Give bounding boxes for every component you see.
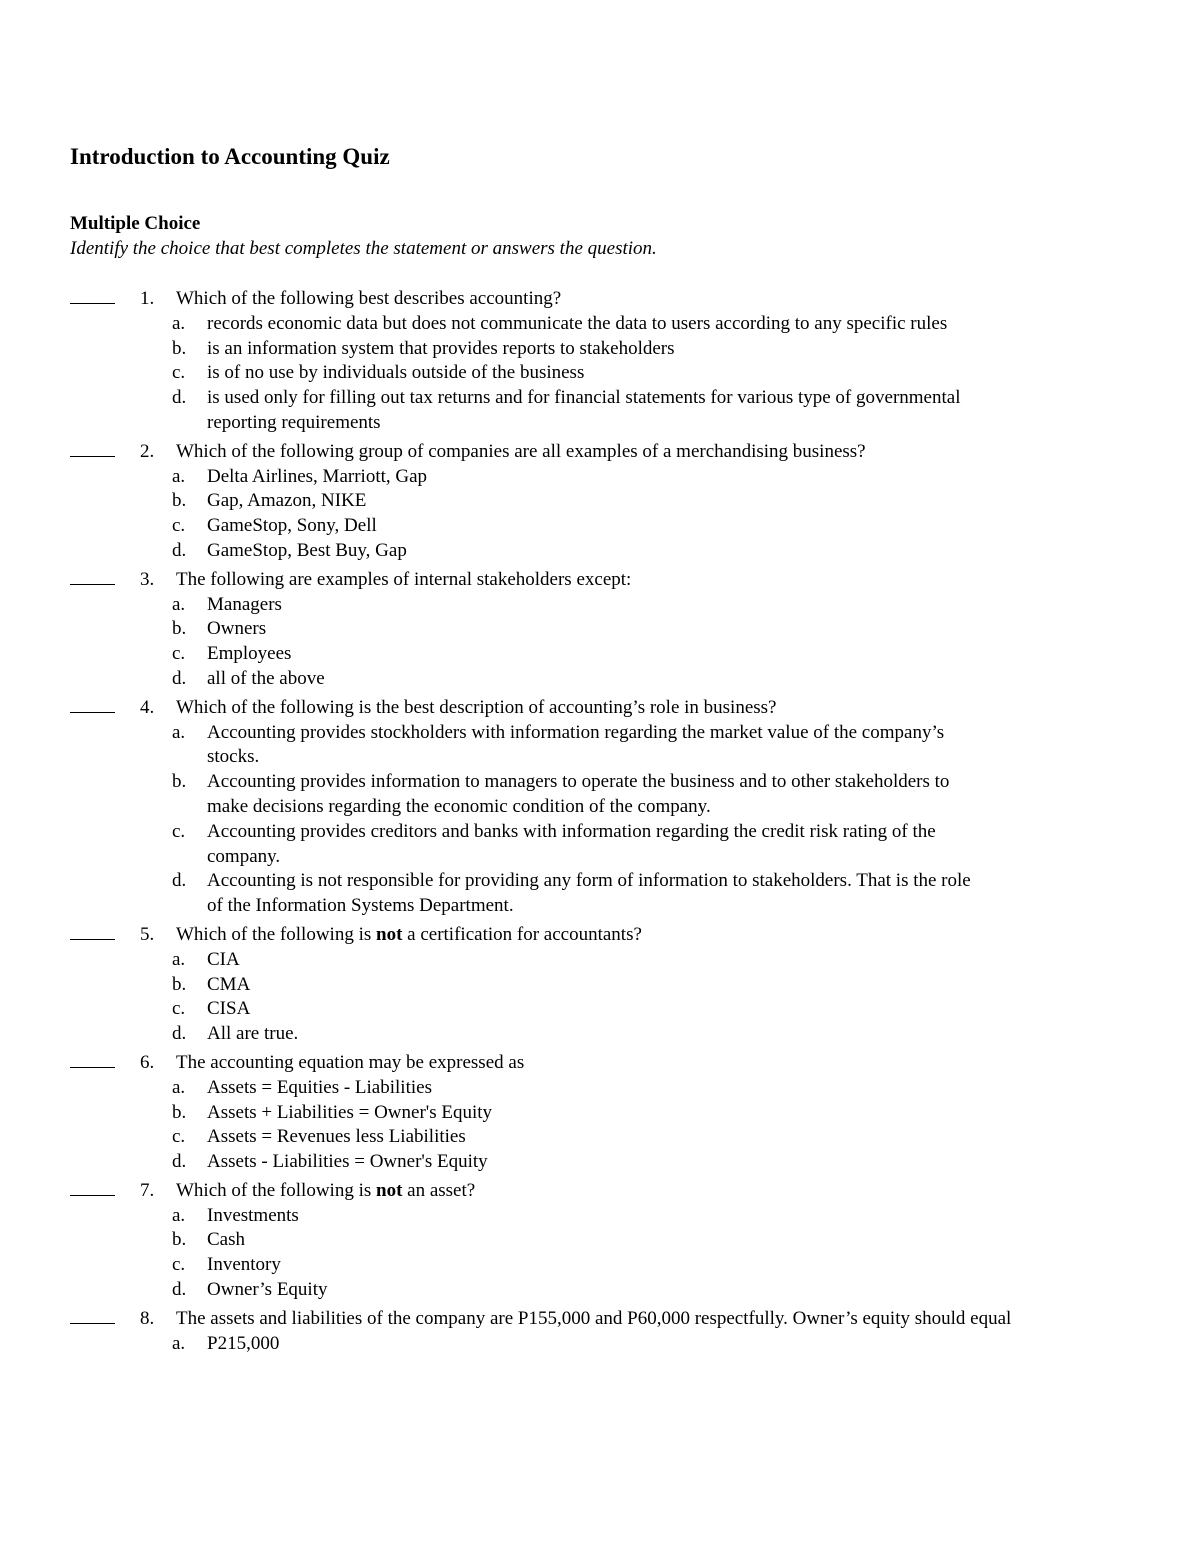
option-c: c. Employees	[172, 643, 292, 665]
option-a: a. Investments	[172, 1204, 299, 1226]
option-list	[0, 1076, 1200, 1175]
question-1	[0, 287, 1200, 436]
option-d: d. All are true.	[172, 1023, 299, 1045]
answer-blank	[70, 1323, 115, 1324]
option-b: b. Owners	[172, 618, 267, 640]
option-b: b. Cash	[172, 1229, 245, 1251]
section-heading: Multiple Choice	[70, 213, 201, 234]
answer-blank	[70, 1195, 115, 1196]
question-number: 7.	[140, 1179, 155, 1201]
option-c: c. Accounting provides creditors and banks with information regarding the credit risk rating of the company.	[172, 820, 936, 867]
option-a: a. Delta Airlines, Marriott, Gap	[172, 465, 428, 487]
option-d: d. all of the above	[172, 667, 325, 689]
option-b: b. is an information system that provides reports to stakeholders	[172, 337, 675, 359]
option-d: d. GameStop, Best Buy, Gap	[172, 539, 407, 561]
question-number: 1.	[140, 288, 155, 309]
question-number: 3.	[140, 568, 155, 590]
option-d: d. Accounting is not responsible for providing any form of information to stakeholders. That is the role of the Information Systems Department.	[172, 870, 971, 917]
option-list	[0, 948, 1200, 1047]
option-list	[0, 721, 1200, 919]
answer-blank	[70, 456, 115, 457]
question-6	[0, 1051, 1200, 1175]
question-text: Which of the following is not a certification for accountants?	[176, 923, 642, 945]
option-list	[0, 1332, 1200, 1357]
question-2	[0, 440, 1200, 564]
option-d: d. Owner’s Equity	[172, 1279, 328, 1301]
option-list	[0, 312, 1200, 436]
option-a: a. P215,000	[172, 1332, 280, 1354]
section-instructions: Identify the choice that best completes the statement or answers the question.	[70, 238, 657, 259]
question-text: Which of the following best describes accounting?	[176, 288, 562, 309]
option-list	[0, 1204, 1200, 1303]
option-a: a. records economic data but does not communicate the data to users according to any specific rules	[172, 312, 948, 334]
question-text: The assets and liabilities of the company are P155,000 and P60,000 respectfully. Owner’s equity should equal	[176, 1307, 1012, 1329]
option-a: a. Managers	[172, 593, 282, 615]
question-number: 2.	[140, 440, 155, 462]
option-d: d. is used only for filling out tax returns and for financial statements for various type of governmental reporting requirements	[172, 387, 961, 433]
option-list	[0, 593, 1200, 692]
option-a: a. Assets = Equities - Liabilities	[172, 1076, 432, 1098]
question-4	[0, 696, 1200, 919]
option-c: c. GameStop, Sony, Dell	[172, 515, 377, 537]
question-3	[0, 568, 1200, 692]
question-5	[0, 923, 1200, 1047]
answer-blank	[70, 303, 115, 304]
question-number: 8.	[140, 1307, 155, 1329]
option-b: b. CMA	[172, 973, 251, 995]
option-c: c. CISA	[172, 998, 251, 1020]
question-number: 4.	[140, 696, 155, 718]
option-b: b. Accounting provides information to managers to operate the business and to other stakeholders to make decisions regarding the economic condition of the company.	[172, 771, 950, 817]
quiz-title: Introduction to Accounting Quiz	[70, 144, 390, 169]
question-text: The following are examples of internal stakeholders except:	[176, 568, 632, 590]
answer-blank	[70, 939, 115, 940]
question-text: Which of the following is the best description of accounting’s role in business?	[176, 696, 777, 718]
option-b: b. Assets + Liabilities = Owner's Equity	[172, 1101, 493, 1123]
option-list	[0, 465, 1200, 564]
option-a: a. Accounting provides stockholders with information regarding the market value of the company’s stocks.	[172, 721, 945, 768]
option-c: c. is of no use by individuals outside of the business	[172, 362, 585, 384]
option-b: b. Gap, Amazon, NIKE	[172, 490, 367, 512]
answer-blank	[70, 712, 115, 713]
answer-blank	[70, 584, 115, 585]
question-text: The accounting equation may be expressed as	[176, 1051, 525, 1073]
option-c: c. Inventory	[172, 1254, 281, 1276]
question-list	[0, 287, 1200, 1360]
question-number: 6.	[140, 1051, 155, 1073]
question-text: Which of the following is not an asset?	[176, 1179, 476, 1201]
answer-blank	[70, 1067, 115, 1068]
question-7	[0, 1179, 1200, 1303]
question-number: 5.	[140, 923, 155, 945]
question-text: Which of the following group of companies are all examples of a merchandising business?	[176, 440, 866, 462]
question-8	[0, 1307, 1200, 1357]
option-a: a. CIA	[172, 948, 240, 970]
option-d: d. Assets - Liabilities = Owner's Equity	[172, 1151, 488, 1173]
option-c: c. Assets = Revenues less Liabilities	[172, 1126, 466, 1148]
